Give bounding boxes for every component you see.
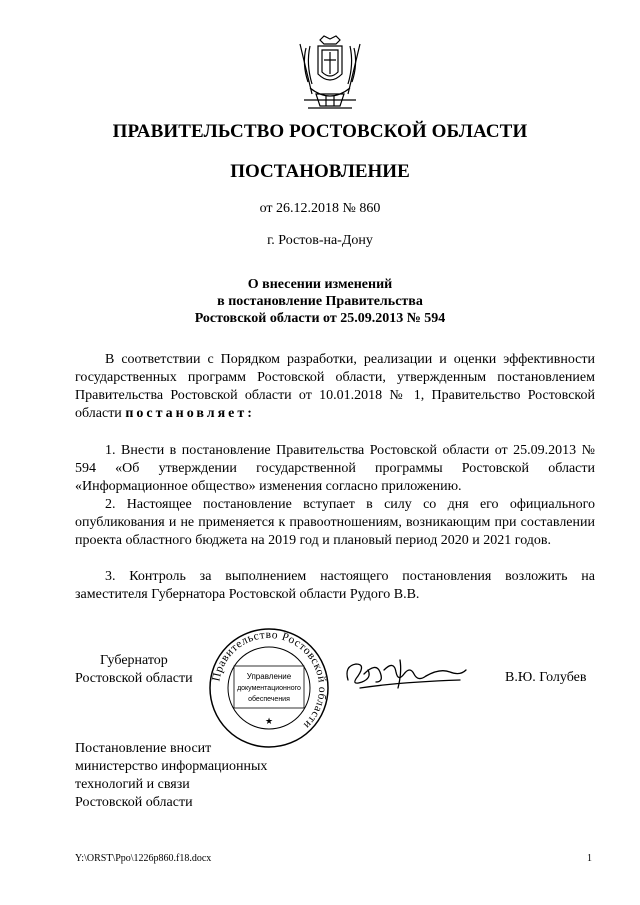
resolves-word: постановляет: bbox=[125, 406, 255, 421]
preamble-paragraph bbox=[75, 351, 595, 423]
note-line: Постановление вносит bbox=[75, 741, 212, 756]
item-3-paragraph: 3. Контроль за выполнением настоящего постановления возложить на заместителя Губернатора Ростовской области Рудого В.В. bbox=[75, 569, 595, 602]
note-line: Ростовской области bbox=[75, 795, 193, 810]
item-2-paragraph: 2. Настоящее постановление вступает в силу со дня его официального опубликования и не применяется к правоотношениям, возникающим при составлении проекта областного бюджета на 2019 год и плановый период 2020 и 2021 годов. bbox=[75, 497, 595, 548]
government-title: ПРАВИТЕЛЬСТВО РОСТОВСКОЙ ОБЛАСТИ bbox=[112, 121, 528, 142]
signatory-name: В.Ю. Голубев bbox=[505, 670, 587, 685]
preamble-text: В соответствии с Порядком разработки, реализации и оценки эффективности государственных программ Ростовской области, утвержденным постановлением Правительства Ростовской области от 10.01.2018 № 1, Правительство Ростовской области bbox=[75, 352, 595, 421]
signatory-title-line: Губернатор bbox=[100, 653, 168, 668]
document-city: г. Ростов-на-Дону bbox=[267, 233, 373, 248]
subject-line: в постановление Правительства bbox=[217, 294, 423, 309]
footer-page-number: 1 bbox=[587, 853, 592, 864]
coat-of-arms-icon bbox=[296, 34, 364, 114]
stamp-inner-line: Управление bbox=[246, 672, 292, 681]
official-stamp bbox=[207, 626, 331, 750]
item-1-paragraph: 1. Внести в постановление Правительства Ростовской области от 25.09.2013 № 594 «Об утверждении государственной программы Ростовской области «Информационное общество» изменения согласно приложению. bbox=[75, 443, 595, 494]
document-type-title: ПОСТАНОВЛЕНИЕ bbox=[230, 161, 410, 182]
stamp-star-icon: ★ bbox=[264, 716, 274, 726]
stamp-inner-line: обеспечения bbox=[248, 696, 290, 703]
document-date-number: от 26.12.2018 № 860 bbox=[259, 201, 381, 216]
handwritten-signature bbox=[340, 652, 470, 694]
submitted-by-note bbox=[75, 740, 335, 812]
note-line: министерство информационных bbox=[75, 759, 268, 774]
stamp-ring-text: Правительство Ростовской области bbox=[210, 628, 329, 732]
footer-file-path: Y:\ORST\Ppo\1226p860.f18.docx bbox=[75, 853, 212, 864]
note-line: технологий и связи bbox=[75, 777, 190, 792]
stamp-inner-line: документационного bbox=[237, 685, 301, 692]
document-subject bbox=[0, 276, 640, 327]
signatory-title bbox=[75, 652, 225, 688]
signatory-title-line: Ростовской области bbox=[75, 671, 193, 686]
subject-line: О внесении изменений bbox=[247, 277, 393, 292]
subject-line: Ростовской области от 25.09.2013 № 594 bbox=[194, 311, 446, 326]
